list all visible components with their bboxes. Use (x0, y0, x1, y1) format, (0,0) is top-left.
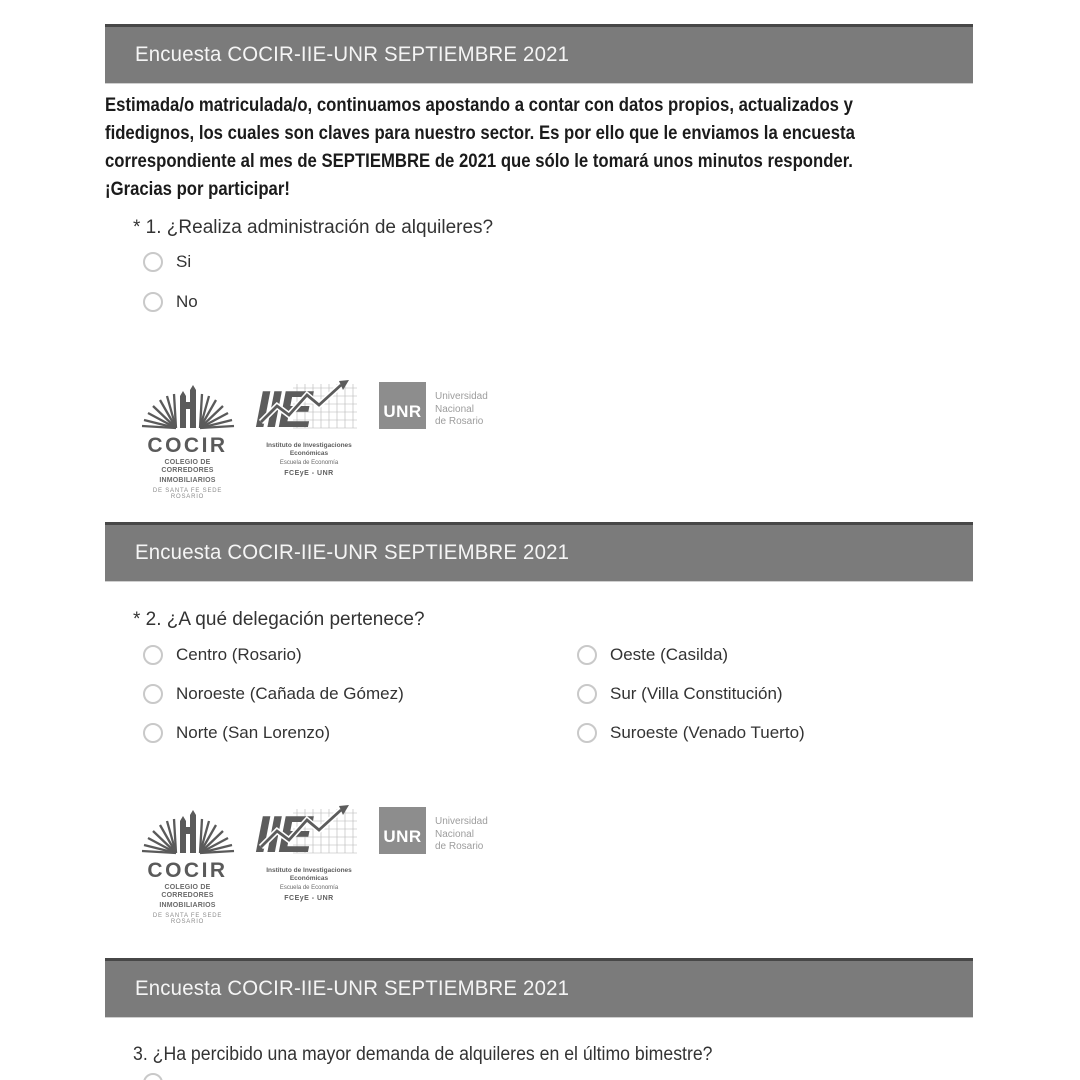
unr-logo-text (435, 816, 488, 854)
radio-button[interactable] (143, 252, 163, 272)
iie-letters-icon (253, 380, 365, 437)
radio-button[interactable] (143, 684, 163, 704)
question-3 (105, 1043, 973, 1080)
unr-logo-line: Universidad (435, 816, 488, 827)
option-label[interactable]: Norte (San Lorenzo) (176, 722, 331, 742)
radio-button[interactable] (577, 723, 597, 743)
question-1 (105, 216, 973, 322)
logos-strip (105, 805, 973, 925)
intro-line: Estimada/o matriculada/o, continuamos apostando a contar con datos propios, actualizados y (105, 95, 853, 116)
unr-acronym: UNR (383, 827, 422, 846)
cocir-logo-subtitle: DE SANTA FE SEDE ROSARIO (152, 913, 223, 925)
unr-logo-text (435, 391, 488, 429)
question-2-label: * 2. ¿A qué delegación pertenece? (133, 609, 425, 630)
iie-logo-subtitle: FCEyE - UNR (284, 895, 334, 902)
iie-logo (253, 805, 365, 902)
cocir-logo-subtitle: DE SANTA FE SEDE ROSARIO (152, 488, 223, 500)
option-label[interactable]: Si (176, 252, 192, 271)
svg-text:IIE: IIE (255, 806, 310, 862)
cocir-logo-subtitle: COLEGIO DE CORREDORES (161, 884, 214, 899)
option-row-si[interactable] (143, 242, 973, 282)
cocir-logo (140, 805, 235, 925)
iie-logo-subtitle: Instituto de Investigaciones Económicas (266, 867, 352, 882)
option-row-sur[interactable] (577, 674, 973, 713)
option-label[interactable]: Noroeste (Cañada de Gómez) (176, 683, 404, 703)
radio-button[interactable] (143, 292, 163, 312)
unr-logo-line: Universidad (435, 391, 488, 402)
iie-letters-icon (253, 805, 365, 862)
unr-square-icon (379, 807, 426, 854)
logos-strip (105, 380, 973, 500)
option-row-suroeste[interactable] (577, 713, 973, 752)
question-3-label: 3. ¿Ha percibido una mayor demanda de alquileres en el último bimestre? (133, 1044, 713, 1065)
unr-logo-line: Nacional (435, 828, 474, 840)
cocir-emblem-icon (140, 380, 235, 430)
option-row-no[interactable] (143, 282, 973, 322)
option-row-centro[interactable] (143, 635, 577, 674)
survey-content (105, 24, 973, 1080)
cocir-logo-subtitle: COLEGIO DE CORREDORES (161, 459, 214, 474)
option-label[interactable]: Sur (Villa Constitución) (610, 683, 783, 703)
svg-text:IIE: IIE (255, 381, 310, 437)
option-label[interactable]: Oeste (Casilda) (610, 644, 729, 664)
unr-logo (379, 382, 488, 429)
unr-acronym: UNR (383, 402, 422, 421)
intro-line: correspondiente al mes de SEPTIEMBRE de 2021 que sólo le tomará unos minutos responder. (105, 151, 853, 172)
option-label[interactable]: Centro (Rosario) (176, 644, 302, 664)
cocir-logo (140, 380, 235, 500)
question-2 (105, 608, 973, 752)
radio-button[interactable] (577, 684, 597, 704)
iie-logo-subtitle: Instituto de Investigaciones Económicas (266, 442, 352, 457)
unr-logo-line: de Rosario (435, 416, 484, 427)
unr-logo-line: de Rosario (435, 841, 484, 852)
unr-logo (379, 807, 488, 854)
option-label[interactable]: No (176, 292, 198, 311)
iie-logo-subtitle: FCEyE - UNR (284, 470, 334, 477)
iie-logo-subtitle: Escuela de Economía (279, 885, 339, 891)
section-header-title: Encuesta COCIR-IIE-UNR SEPTIEMBRE 2021 (135, 977, 570, 1000)
unr-logo-line: Nacional (435, 403, 474, 415)
radio-button[interactable] (143, 723, 163, 743)
cocir-logo-subtitle: INMOBILIARIOS (159, 477, 216, 484)
cocir-logo-name: COCIR (147, 434, 228, 457)
section-header-bar (105, 522, 973, 582)
intro-text (105, 92, 973, 204)
radio-button[interactable] (143, 645, 163, 665)
section-header-title: Encuesta COCIR-IIE-UNR SEPTIEMBRE 2021 (135, 43, 570, 66)
intro-line: fidedignos, los cuales son claves para nuestro sector. Es por ello que le enviamos la encuesta (105, 123, 855, 144)
unr-square-icon (379, 382, 426, 429)
option-row-noroeste[interactable] (143, 674, 577, 713)
option-row-norte[interactable] (143, 713, 577, 752)
question-1-label: * 1. ¿Realiza administración de alquileres? (133, 217, 494, 238)
radio-button[interactable] (577, 645, 597, 665)
section-header-bar (105, 958, 973, 1018)
cocir-emblem-icon (140, 805, 235, 855)
iie-logo (253, 380, 365, 477)
option-label[interactable]: Suroeste (Venado Tuerto) (610, 722, 805, 742)
question-2-options (133, 635, 973, 752)
question-1-options (133, 242, 973, 322)
iie-logo-subtitle: Escuela de Economía (279, 460, 339, 466)
intro-line: ¡Gracias por participar! (105, 179, 290, 200)
cocir-logo-subtitle: INMOBILIARIOS (159, 902, 216, 909)
radio-button[interactable] (143, 1073, 163, 1080)
option-row-oeste[interactable] (577, 635, 973, 674)
section-header-bar (105, 24, 973, 84)
cocir-logo-name: COCIR (147, 859, 228, 882)
section-header-title: Encuesta COCIR-IIE-UNR SEPTIEMBRE 2021 (135, 541, 570, 564)
question-3-options (133, 1073, 973, 1080)
